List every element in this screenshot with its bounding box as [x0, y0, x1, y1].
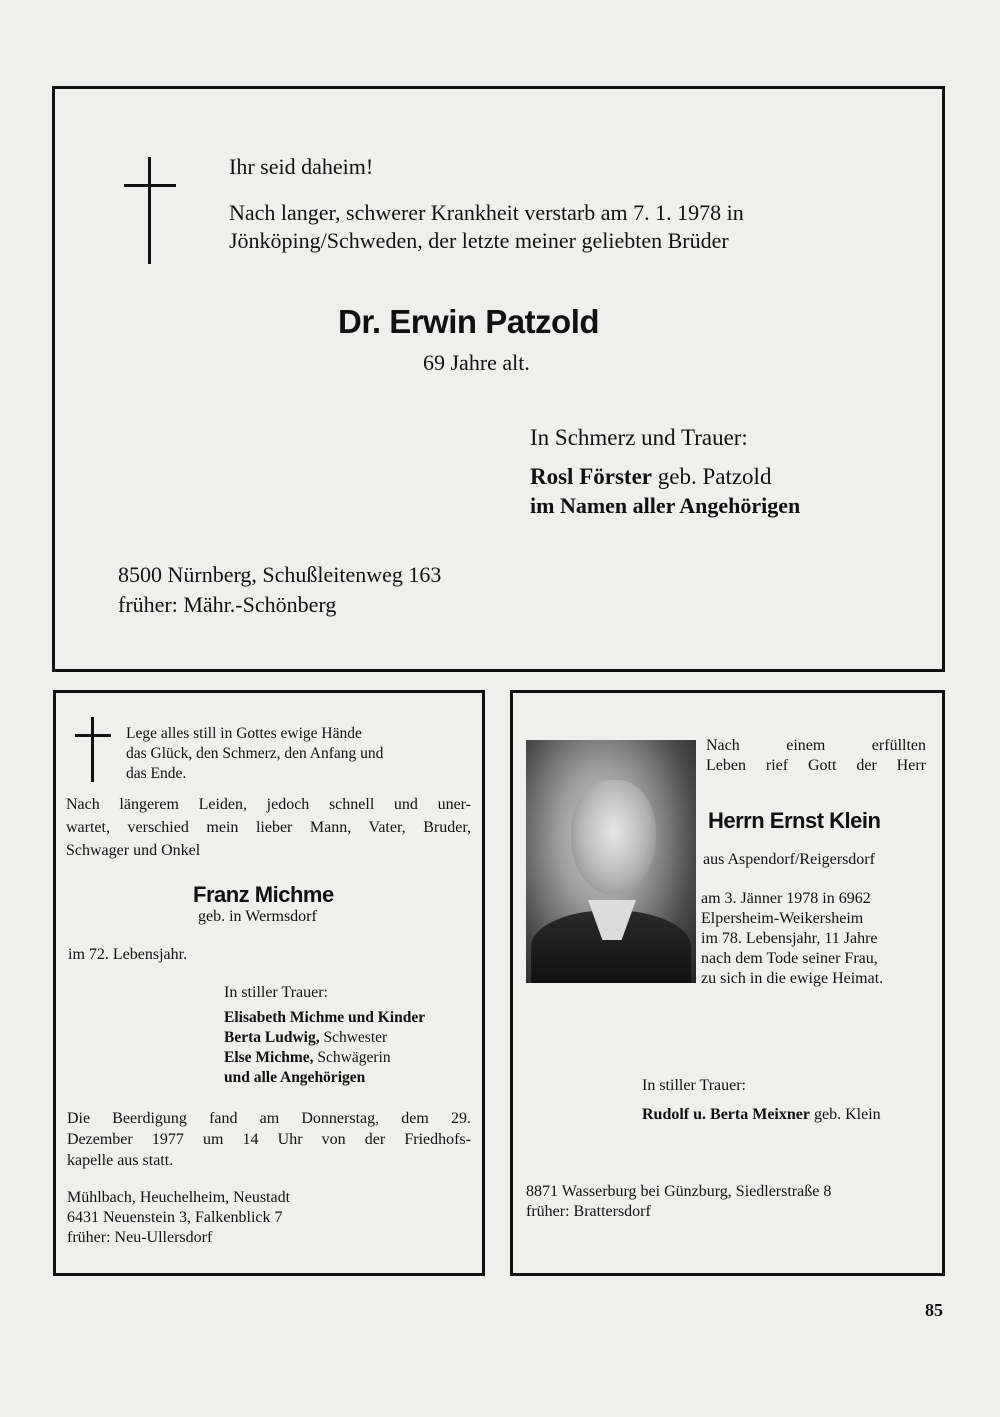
cross-icon [75, 717, 111, 782]
obituary-intro-line: Nach langer, schwerer Krankheit verstarb am 7. 1. 1978 in [229, 200, 744, 225]
former-address: früher: Mähr.-Schönberg [118, 592, 337, 617]
mourner-maiden-name: geb. Patzold [652, 464, 772, 489]
mourning-label: In stiller Trauer: [642, 1077, 746, 1094]
deceased-birthplace: geb. in Wermsdorf [198, 908, 317, 925]
notice-text-line: Elpersheim-Weikersheim [701, 910, 864, 927]
notice-text-line: Nach längerem Leiden, jedoch schnell und uner- [66, 796, 471, 813]
mourner-relation: Schwägerin [313, 1049, 391, 1066]
notice-text-line: zu sich in die ewige Heimat. [701, 970, 884, 987]
address-line: 6431 Neuenstein 3, Falkenblick 7 [67, 1209, 283, 1226]
notice-text-line: Leben rief Gott der Herr [706, 757, 926, 774]
mourner-relation: Schwester [319, 1029, 388, 1046]
mourner-line [642, 1106, 881, 1124]
notice-text-line: am 3. Jänner 1978 in 6962 [701, 890, 871, 907]
mourner-line [224, 1049, 391, 1067]
mourner-maiden-name: geb. Klein [809, 1106, 881, 1123]
deceased-origin: aus Aspendorf/Reigersdorf [703, 851, 875, 868]
funeral-text-line: kapelle aus statt. [67, 1152, 174, 1169]
former-address: früher: Brattersdorf [526, 1203, 651, 1220]
notice-text-line: im 78. Lebensjahr, 11 Jahre [701, 930, 878, 947]
mourner-name: Rosl Förster [530, 464, 652, 489]
verse-line: Lege alles still in Gottes ewige Hände [126, 725, 362, 742]
deceased-age: im 72. Lebensjahr. [68, 946, 188, 963]
notice-text-line: wartet, verschied mein lieber Mann, Vater, Bruder, [66, 819, 471, 836]
address-line: 8871 Wasserburg bei Günzburg, Siedlerstraße 8 [526, 1183, 832, 1200]
deceased-age: 69 Jahre alt. [423, 350, 530, 375]
funeral-text-line: Die Beerdigung fand am Donnerstag, dem 29. [67, 1110, 471, 1127]
mourner-line: und alle Angehörigen [224, 1069, 366, 1086]
mourner-name: Berta Ludwig, [224, 1029, 320, 1046]
mourner-line [224, 1029, 387, 1047]
notice-text-line: nach dem Tode seiner Frau, [701, 950, 878, 967]
obituary-intro-line: Jönköping/Schweden, der letzte meiner geliebten Brüder [229, 228, 729, 253]
portrait-photo [526, 740, 696, 983]
mourner-line: Elisabeth Michme und Kinder [224, 1009, 426, 1026]
deceased-name: Franz Michme [193, 882, 334, 907]
mourner-name: Rudolf u. Berta Meixner [642, 1106, 810, 1123]
notice-text-line: Schwager und Onkel [66, 842, 201, 859]
mourning-label: In stiller Trauer: [224, 984, 328, 1001]
former-address: früher: Neu-Ullersdorf [67, 1229, 213, 1246]
funeral-text-line: Dezember 1977 um 14 Uhr von der Friedhofs- [67, 1131, 471, 1148]
address-line: 8500 Nürnberg, Schußleitenweg 163 [118, 562, 442, 587]
mourner-relatives: im Namen aller Angehörigen [530, 493, 801, 518]
deceased-name: Dr. Erwin Patzold [338, 303, 600, 340]
cross-icon [124, 157, 176, 264]
verse-line: das Ende. [126, 765, 187, 782]
mourning-label: In Schmerz und Trauer: [530, 425, 748, 450]
address-line: Mühlbach, Heuchelheim, Neustadt [67, 1189, 291, 1206]
mourner-line [530, 464, 771, 490]
mourner-name: Else Michme, [224, 1049, 314, 1066]
verse-line: das Glück, den Schmerz, den Anfang und [126, 745, 384, 762]
notice-text-line: Nach einem erfüllten [706, 737, 926, 754]
obituary-heading: Ihr seid daheim! [229, 154, 374, 179]
deceased-name: Herrn Ernst Klein [708, 808, 881, 833]
page-number: 85 [925, 1300, 943, 1320]
